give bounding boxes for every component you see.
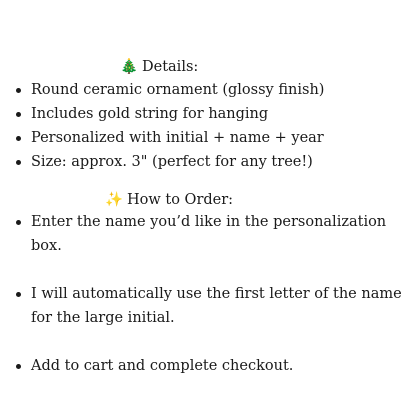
christmas-tree-icon: 🎄 — [120, 59, 139, 75]
list-item: Round ceramic ornament (glossy finish) — [14, 78, 406, 102]
sparkles-icon: ✨ — [105, 192, 124, 208]
details-title: Details: — [142, 59, 199, 75]
list-item: Add to cart and complete checkout. — [14, 354, 406, 378]
how-to-order-list — [14, 210, 406, 378]
list-item: Size: approx. 3" (perfect for any tree!) — [14, 150, 406, 174]
details-heading — [120, 57, 198, 77]
how-to-order-title: How to Order: — [127, 192, 234, 208]
list-item: I will automatically use the first letter of the name for the large initial. — [14, 282, 406, 330]
details-list — [14, 78, 406, 174]
how-to-order-heading — [105, 190, 233, 210]
list-item: Includes gold string for hanging — [14, 102, 406, 126]
list-item: Personalized with initial + name + year — [14, 126, 406, 150]
list-item: Enter the name you’d like in the personalization box. — [14, 210, 406, 258]
